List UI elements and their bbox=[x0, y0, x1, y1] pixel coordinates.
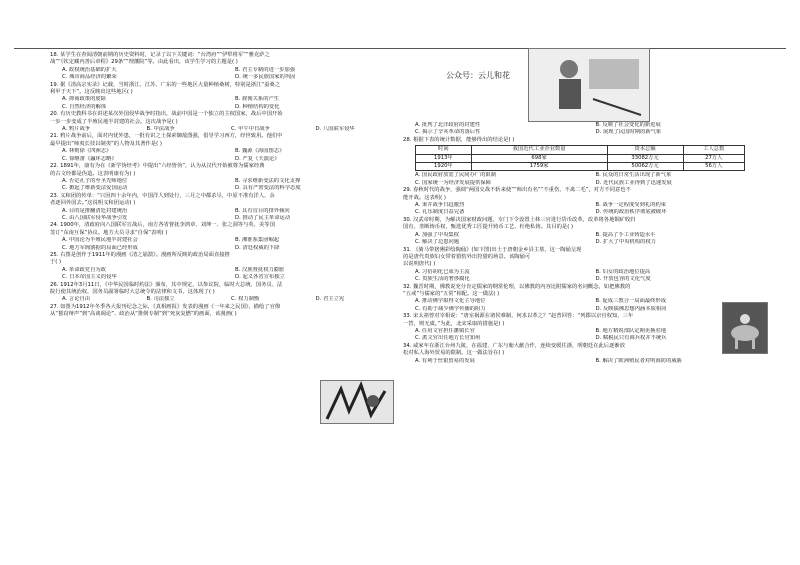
option-d[interactable]: D. 君主立宪 bbox=[315, 296, 345, 303]
question-stem-line: 能开战。这表明( ) bbox=[403, 194, 446, 201]
option-a[interactable]: A. 任用文官担任藩镇长官 bbox=[415, 327, 475, 334]
question-stem-line: 31. 《骑马带猞猁彩绘陶俑》(如下图)出土于唐朝金乡县主墓，这一陶俑呈现 bbox=[403, 246, 582, 253]
question-stem-line: 的古文经都是伪造。这表明康有为( ) bbox=[50, 170, 136, 177]
question-stem-line: 最早提出“师夷长技以制夷”的人物及其著作是( ) bbox=[50, 140, 162, 147]
option-b[interactable]: B. 君主专制的进一步加强 bbox=[235, 66, 295, 73]
question-stem-line: 27. 如图为1912年冬季各大报刊纪念之际，《真相画报》发表的漫画《一年来之民国》，描绘了官僚 bbox=[50, 303, 281, 310]
option-d[interactable]: D. 传统的政治秩序彻底被破坏 bbox=[595, 209, 667, 216]
question-q18 bbox=[50, 52, 400, 82]
table-row bbox=[416, 163, 745, 171]
option-c[interactable]: C. 日本帝国主义的侵华 bbox=[62, 274, 117, 281]
table-header: 资本总额 bbox=[607, 146, 683, 154]
option-d[interactable]: D. 反映儒佛思想内涵本质相同 bbox=[595, 305, 667, 312]
table-cell: 1913年 bbox=[416, 154, 472, 162]
options bbox=[403, 232, 768, 247]
options bbox=[403, 269, 768, 284]
option-a[interactable]: A. 革命政党自为政 bbox=[62, 266, 106, 273]
option-b[interactable]: B. 雇佣关系的产生 bbox=[235, 96, 280, 103]
option-d[interactable]: D. 清廷权威的下降 bbox=[235, 244, 280, 251]
option-b[interactable]: B. 反映了社会变化的新进展 bbox=[595, 122, 661, 128]
options bbox=[50, 208, 400, 223]
question-q29 bbox=[403, 187, 768, 217]
question-stem-line: 29. 春秋时代的战争，强调“两国交战不斩来使”“师出有名”“不重伤，不禽二毛”，对方不同意也不 bbox=[403, 187, 631, 194]
question-stem-line: 22. 1891年，康有为在《新学伪经考》中提出“六经皆伪”，认为从汉代开始被尊为儒家经典 bbox=[50, 163, 265, 170]
question-stem-line: 30. 汉武帝时期，为解决国家财政问题，专门下令设置上林三官进行货币改革，改革将各地铜矿收归 bbox=[403, 216, 636, 223]
question-stem-line: 者逐回外国去。”这说明义和团运动( ) bbox=[50, 200, 136, 207]
question-stem-line: 20. 有历史教科书在讲述某次外国侵华战争时指出，战前中国是一个独立的主权国家，战后中国开始 bbox=[50, 111, 283, 118]
option-a[interactable]: A. 言论自由 bbox=[62, 296, 91, 303]
option-c[interactable]: C. 揭示了辛亥革命的落后性 bbox=[415, 129, 481, 136]
option-a[interactable]: A. 习俗胡化已成为主流 bbox=[415, 268, 470, 275]
options bbox=[403, 328, 768, 343]
option-c[interactable]: C. 徐继畬《瀛环志略》 bbox=[62, 155, 117, 162]
question-stem-line: 28. 根据下表的统计数据，能够得出的结论是( ) bbox=[403, 136, 515, 143]
question-stem-line: “五戒”与儒家的“五常”相配。这一做法( ) bbox=[403, 290, 500, 297]
option-d[interactable]: D. 具有严密变法的科学态度 bbox=[235, 185, 301, 192]
option-d[interactable]: D. 起义各省宣布独立 bbox=[235, 274, 285, 281]
table-cell: 1759家 bbox=[471, 163, 607, 171]
statistics-table bbox=[415, 145, 745, 171]
question-stem-line: 18. 某学生在查阅清朝前期的历史资料时，记录了以下关键词：“台湾府”“伊犁将军”“雅克萨之 bbox=[50, 52, 270, 58]
option-a[interactable]: A. 批判了北洋政府的封建性 bbox=[415, 122, 481, 128]
options bbox=[403, 202, 768, 217]
options bbox=[50, 96, 400, 111]
options bbox=[403, 358, 768, 365]
option-c[interactable]: C. 甲午中日战争 bbox=[231, 126, 270, 133]
options bbox=[403, 298, 768, 313]
question-stem-line: 34. 咸家年在浙江台州九陵，在福建、广东与葡大献合作，连续变缓往浙，明朝廷在此后逐渐放 bbox=[403, 342, 625, 349]
table-cell: 698家 bbox=[471, 154, 607, 162]
table-header: 工人总数 bbox=[683, 146, 744, 154]
option-c[interactable]: C. 派文官出任地方长官知州 bbox=[415, 335, 481, 342]
option-b[interactable]: B. 魏源《海国图志》 bbox=[235, 148, 285, 155]
question-stem-line: 国有，垄断铸币权，甄选优秀工匠提升铸币工艺，杜绝私铸。其目的是( ) bbox=[403, 224, 574, 231]
option-d[interactable]: D. 八国联军侵华 bbox=[315, 126, 355, 133]
option-a[interactable]: A. 否定孔子的至圣先师地位 bbox=[62, 177, 128, 184]
option-d[interactable]: D. 展现了民国时期的新气象 bbox=[595, 129, 662, 136]
option-c[interactable]: C. 自然经济的解体 bbox=[62, 103, 107, 110]
question-stem-line: 以说明唐代( ) bbox=[403, 261, 436, 268]
option-d[interactable]: D. 严复《天演论》 bbox=[235, 155, 280, 162]
option-a[interactable]: A. 有利于丝银贸易的发展 bbox=[415, 357, 475, 364]
question-q21 bbox=[50, 133, 400, 163]
option-c[interactable]: C. 城市商品经济的繁荣 bbox=[62, 74, 117, 81]
option-a[interactable]: A. 国民政府放宽了民间办厂的限制 bbox=[415, 172, 497, 179]
option-b[interactable]: B. 提高了手工业铸造水平 bbox=[595, 231, 656, 238]
question-q24 bbox=[50, 222, 400, 252]
option-d[interactable]: D. 近代民族工业得到了迅速发展 bbox=[595, 179, 672, 186]
option-b[interactable]: B. 寻求维新变法的文化支撑 bbox=[235, 177, 301, 184]
option-d[interactable]: D. 种植结构的变化 bbox=[235, 103, 280, 110]
question-q22 bbox=[50, 163, 400, 193]
option-d[interactable]: D. 扩大了中央机构的权力 bbox=[595, 239, 656, 246]
options bbox=[50, 267, 400, 282]
question-stem-line: 一替，则无虞。”为此，北宋采取的措施是( ) bbox=[403, 320, 505, 327]
header-divider bbox=[14, 48, 786, 49]
option-a[interactable]: A. 加强了中央集权 bbox=[415, 231, 459, 238]
table-header: 时间 bbox=[416, 146, 472, 154]
options bbox=[50, 67, 400, 82]
option-a[interactable]: A. 政权统治基础的扩大 bbox=[62, 66, 117, 73]
option-b[interactable]: B. 促成三教合一局面最终形成 bbox=[595, 298, 667, 305]
option-d[interactable]: D. 赋税民只有调兵权并不统兵 bbox=[595, 335, 667, 342]
left-column bbox=[50, 52, 400, 319]
option-c[interactable]: C. 解决了边患问题 bbox=[415, 239, 460, 246]
option-b[interactable]: B. 地方精锐部队定期更换驻地 bbox=[595, 327, 667, 334]
option-c[interactable]: C. 地方军阀割据的局面已经形成 bbox=[62, 244, 138, 251]
option-d[interactable]: D. 统一多民族国家的巩固 bbox=[235, 74, 296, 81]
question-stem-line: 33. 宋太祖曾对宰相说：“唐室祸源在诸侯难制，何求以革之？”赵普回答：“列郡以京官权知，三年 bbox=[403, 313, 634, 320]
option-a[interactable]: A. 抑商政策的废除 bbox=[62, 96, 106, 103]
option-c[interactable]: C. 掀起了维新变法爱国运动 bbox=[62, 185, 128, 192]
options bbox=[50, 148, 400, 163]
option-c[interactable]: C. 有助于减少佛学传播的阻力 bbox=[415, 305, 486, 312]
option-b[interactable]: B. 司法独立 bbox=[146, 296, 175, 303]
option-c[interactable]: C. 贵族生活的奢侈腐化 bbox=[415, 276, 470, 283]
right-column bbox=[403, 52, 768, 365]
question-stem-line: 的是唐代贵族妇女带着猎豹外出狩猎的场景。该陶俑可 bbox=[403, 253, 531, 260]
table-cell: 50062万元 bbox=[607, 163, 683, 171]
question-q25 bbox=[50, 252, 400, 282]
question-stem-line: 24. 1900年，清政府向八国联军宣战后，南方各省督抚李鸿章、刘坤一、张之洞等与英、美等国 bbox=[50, 222, 275, 229]
option-b[interactable]: B. 湘淮系集团崛起 bbox=[235, 237, 280, 244]
question-stem-line: 战”“《钦定藏内善后章程》29条”“理藩院”等。由此看出，该学生学习的主题是( ) bbox=[50, 59, 238, 66]
table-row bbox=[416, 154, 745, 162]
option-b[interactable]: B. 中法战争 bbox=[146, 126, 175, 133]
table-cell: 1920年 bbox=[416, 163, 472, 171]
question-stem-line: 26. 1912年3月11日，《中华民国临时约法》颁布，其中规定，以参议院、临时大总统、国务员、法 bbox=[50, 281, 283, 288]
question-q32 bbox=[403, 284, 768, 314]
option-a[interactable]: A. 中国沦为半殖民地半封建社会 bbox=[62, 237, 138, 244]
option-a[interactable]: A. 林则徐《四洲志》 bbox=[62, 148, 112, 155]
table-cell: 27万人 bbox=[683, 154, 744, 162]
question-q28o bbox=[403, 172, 768, 187]
option-b[interactable]: B. 解决了欧洲殖民者对明海防的威胁 bbox=[595, 357, 682, 364]
question-stem-line: 签订“东南互保”协议。地方大员寻求“自保”表明( ) bbox=[50, 229, 168, 236]
question-stem-line: 于( ) bbox=[50, 259, 62, 266]
option-c[interactable]: C. 礼乐制度日益完备 bbox=[415, 209, 465, 216]
options bbox=[50, 178, 400, 193]
question-q20 bbox=[50, 111, 400, 133]
option-c[interactable]: C. 权力制衡 bbox=[231, 296, 260, 303]
question-stem-line: 23. 义和团的传单：“只因四十余年内，中国洋人到处行，三月之中都杀尽，中原不准有洋人，余 bbox=[50, 192, 275, 199]
cartoon-collapse-of-qing-image bbox=[320, 380, 394, 424]
option-a[interactable]: A. 推动佛学取得文化主导地位 bbox=[415, 298, 486, 305]
question-q34 bbox=[403, 343, 768, 365]
option-c[interactable]: C. 由八国联军侵华战争引发 bbox=[62, 214, 128, 221]
question-q27 bbox=[50, 304, 400, 319]
question-q23 bbox=[50, 193, 400, 223]
question-stem-line: 19. 据《清高宗实录》记载，当时浙江、江苏、广东的一些地区大量种植桑树，特别是浙江“蚕桑之 bbox=[50, 81, 281, 88]
question-stem-line: 松对私人海外贸易的限制。这一做法旨在( ) bbox=[403, 350, 505, 357]
question-q30 bbox=[403, 217, 768, 247]
option-d[interactable]: D. 开放包容的文化气度 bbox=[595, 276, 651, 283]
question-q19 bbox=[50, 82, 400, 112]
question-stem-line: 从“篡窃辩声”到“高谈阔论”、政治从“推倒专制”到“死灰复燃”的画面，该漫画( ) bbox=[50, 311, 237, 318]
question-q26 bbox=[50, 282, 400, 304]
brand-label: 公众号：云儿和花 bbox=[446, 71, 510, 80]
option-b[interactable]: B. 具有盲目的排外倾向 bbox=[235, 207, 290, 214]
options bbox=[403, 122, 768, 137]
table-header: 我国近代工业企业数量 bbox=[471, 146, 607, 154]
question-stem-line: 21. 鸦片战争前后，面对内忧外患，一批有识之士探索御敌图强，倡导学习西方，经世致用。他们中 bbox=[50, 133, 283, 140]
question-stem-line: 一步一步变成了半殖民地半封建的社会。这次战争是( ) bbox=[50, 118, 178, 125]
question-stem-line: 32. 魏晋时期，佛教说充分肯定儒家的纲常伦理，以佛教的内容比附儒家的名词概念，如把佛教的 bbox=[403, 283, 631, 290]
option-c[interactable]: C. 国家统一为经济发展提供保障 bbox=[415, 179, 491, 186]
options bbox=[50, 237, 400, 252]
option-b[interactable]: B. 战争一定程度受到礼的约束 bbox=[595, 202, 667, 209]
table-cell: 56万人 bbox=[683, 163, 744, 171]
option-a[interactable]: A. 鸦片战争 bbox=[62, 126, 91, 133]
question-q33 bbox=[403, 313, 768, 343]
question-stem-line: 院行使其统治权，国务员副署临时大总统令的法律和文书，这体现了( ) bbox=[50, 289, 215, 295]
option-a[interactable]: A. 目的是推翻清廷封建统治 bbox=[62, 207, 128, 214]
question-q31 bbox=[403, 247, 768, 284]
option-b[interactable]: B. 民众的日常生活出现了新气象 bbox=[595, 172, 672, 179]
table-cell: 33082万元 bbox=[607, 154, 683, 162]
question-q28 bbox=[403, 137, 768, 144]
option-b[interactable]: B. 汉族督抚权力膨胀 bbox=[235, 266, 285, 273]
question-stem-line: 利甲于天下”。这反映出这些地区( ) bbox=[50, 89, 133, 96]
question-q27r bbox=[403, 122, 768, 137]
options bbox=[403, 172, 768, 187]
option-d[interactable]: D. 推动了民主革命运动 bbox=[235, 214, 291, 221]
option-b[interactable]: B. 妇女的政治地位提高 bbox=[595, 268, 651, 275]
option-a[interactable]: A. 秉并战争日趋激烈 bbox=[415, 202, 465, 209]
options bbox=[50, 296, 400, 303]
question-stem-line: 25. 右图是创作于1911年的漫画《清之崩溃》。漫画所反映的政治局面直接推 bbox=[50, 251, 230, 258]
